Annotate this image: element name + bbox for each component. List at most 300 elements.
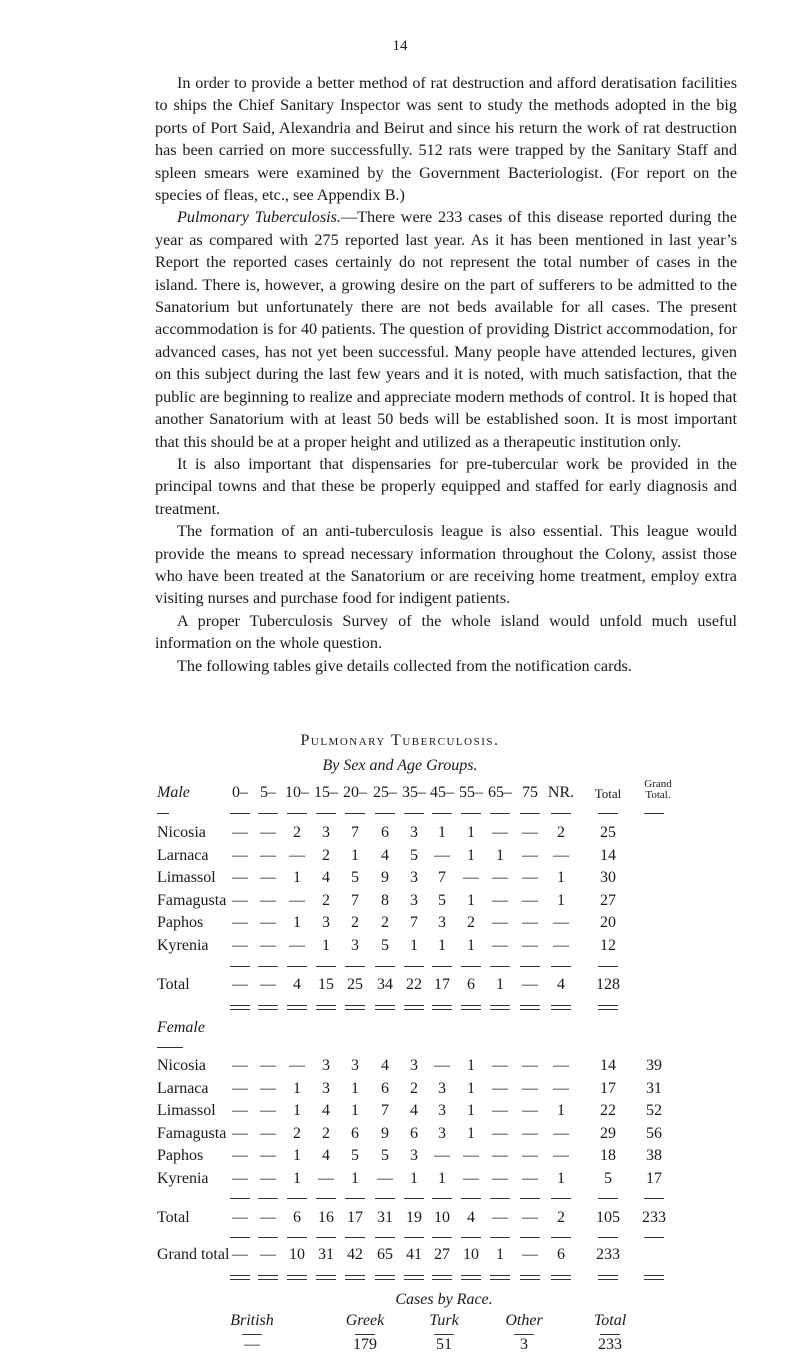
table-cell: 2 [410,1079,418,1097]
table-rule [404,1198,424,1199]
table-cell: 38 [646,1147,662,1164]
table-cell: — [232,1124,248,1142]
table-cell: — [232,914,248,931]
race-value: — [244,1336,260,1353]
table-rule [287,1275,307,1280]
table-cell: 25 [347,976,363,993]
table-cell: 3 [410,891,418,909]
column-header: 15– [314,784,338,801]
table-cell: — [232,976,248,993]
table-cell: — [232,1057,248,1074]
table-cell: 30 [600,869,616,886]
table-cell: 1 [293,1169,301,1187]
table-cell: — [232,891,248,909]
table-cell: 34 [377,976,393,993]
table-cell: — [522,1102,538,1119]
paragraph-dispensaries: It is also important that dispensaries for pre-tubercular work be provided in the principal towns and that these be properly equipped and staffed for early diagnosis and treatment. [155,454,737,518]
section-lead: Pulmonary Tuberculosis. [177,208,341,227]
table-cell: 65 [377,1246,393,1263]
table-cell: 10 [463,1246,479,1263]
table-cell: 5 [604,1169,612,1187]
table-cell: — [522,936,538,954]
table-cell: 41 [406,1246,422,1263]
table-rule [432,1237,452,1238]
table-cell: 1 [410,1169,418,1187]
race-header: Greek [345,1312,385,1329]
table-cell: — [232,1079,248,1097]
table-rule [520,813,540,814]
table-rule [230,1198,250,1199]
table-cell: — [553,1057,569,1074]
table-cell: 7 [351,891,359,909]
table-cell: 6 [381,824,389,841]
table-rule [157,1047,183,1048]
table-cell: 3 [322,1057,330,1074]
table-cell: 1 [467,891,475,909]
page-number: 14 [392,38,408,54]
table-cell: 5 [438,891,446,909]
table-cell: 1 [467,1079,475,1097]
table-cell: 3 [410,1057,418,1074]
table-cell: 3 [351,936,359,954]
table-rule [490,813,510,814]
table-cell: — [463,1169,479,1187]
table-cell: — [260,914,276,931]
table-cell: 3 [410,1147,418,1164]
table-cell: — [553,846,569,864]
table-rule [404,813,424,814]
table-rule [316,1237,336,1238]
column-header-total: Total [594,786,622,801]
table-cell: 15 [318,976,334,993]
column-header: 25– [373,784,397,801]
table-rule [432,813,452,814]
table-rule [316,1275,336,1280]
table-cell: 6 [381,1079,389,1097]
district-label: Famagusta [157,1124,227,1142]
table-cell: 6 [467,976,475,993]
column-header: 20– [343,784,367,801]
table-cell: 2 [322,846,330,864]
table-cell: — [289,936,305,954]
table-cell: — [232,846,248,864]
table-rule [461,1275,481,1280]
table-cell: 7 [410,914,418,931]
table-cell: 1 [557,1169,565,1187]
race-value: 3 [520,1336,528,1353]
district-label: Kyrenia [157,1169,209,1187]
table-cell: 1 [293,1102,301,1119]
table-cell: 1 [322,936,330,954]
table-cell: — [260,1169,276,1187]
table-cell: — [522,1057,538,1074]
table-rule [490,1275,510,1280]
table-cell: — [260,1124,276,1142]
table-cell: 2 [293,824,301,841]
table-cell: — [232,1169,248,1187]
table-cell: 4 [381,1057,389,1074]
table-cell: 5 [381,1147,389,1164]
table-rule [461,1005,481,1010]
table-cell: — [232,1102,248,1119]
table-cell: 1 [351,846,359,864]
table-cell: 8 [381,891,389,909]
column-header: 0– [232,784,248,801]
table-cell: — [522,976,538,993]
table-rule [316,813,336,814]
table-rule [157,813,169,814]
table-cell: — [260,1102,276,1119]
table-cell: 105 [596,1209,620,1226]
table-cell: — [522,1246,538,1263]
table-cell: 14 [600,846,616,864]
race-header: Turk [429,1312,459,1329]
table-subtitle: By Sex and Age Groups. [322,757,478,774]
table-cell: — [492,1102,508,1119]
column-header: NR. [547,784,575,801]
table-cell: — [492,1209,508,1226]
table-cell: — [522,1169,538,1187]
table-cell: 1 [293,914,301,931]
table-cell: — [553,914,569,931]
table-cell: 14 [600,1057,616,1074]
table-rule [461,813,481,814]
table-cell: — [522,1124,538,1142]
table-rule [316,1005,336,1010]
table-rule [598,1237,618,1238]
table-rule [375,1005,395,1010]
column-header: 45– [430,784,454,801]
table-cell: 3 [410,824,418,841]
table-cell: — [232,824,248,841]
table-cell: 3 [438,914,446,931]
table-cell: 1 [467,1057,475,1074]
table-cell: 4 [410,1102,418,1119]
table-cell: 2 [322,891,330,909]
paragraph-rat-destruction: In order to provide a better method of rat destruction and afford deratisation facilities to ships the Chief Sanitary Inspector was sent to study the methods adopted in the big ports of Port Said, Alexandria and Beirut and since his return the work of rat destruction has been carried on more successfully. 512 rats were trapped by the Sanitary Staff and spleen smears were examined by the Government Bacteriologist. (For report on the species of fleas, etc., see Appendix B.) [155,74,737,205]
table-rule [375,813,395,814]
table-cell: — [492,891,508,909]
race-value: 233 [598,1336,622,1353]
table-rule [345,1237,365,1238]
table-cell: 1 [410,936,418,954]
table-cell: 10 [289,1246,305,1263]
table-cell: 1 [496,1246,504,1263]
table-cell: 17 [347,1209,363,1226]
table-cell: — [522,914,538,931]
table-rule [520,966,540,967]
table-cell: 128 [596,976,620,993]
district-label: Larnaca [157,846,209,864]
table-rule [230,966,250,967]
table-cell: — [553,1147,569,1164]
table-cell: 1 [438,936,446,954]
table-cell: — [260,1209,276,1226]
table-cell: 4 [293,976,301,993]
table-cell: — [492,914,508,931]
table-cell: 1 [351,1102,359,1119]
table-rule [355,1334,375,1335]
table-cell: 10 [434,1209,450,1226]
paragraph-survey: A proper Tuberculosis Survey of the whole island would unfold much useful information on the whole question. [155,611,737,653]
table-cell: 6 [557,1246,565,1263]
table-cell: — [492,936,508,954]
table-rule [600,1334,620,1335]
district-label: Nicosia [157,1057,206,1074]
table-rule [551,966,571,967]
table-cell: 3 [322,1079,330,1097]
race-value: 51 [436,1336,452,1353]
table-cell: 56 [646,1124,662,1142]
table-cell: — [232,1246,248,1263]
table-cell: 9 [381,869,389,886]
table-rule [404,1237,424,1238]
table-cell: — [260,1057,276,1074]
table-rule [432,1005,452,1010]
table-cell: 20 [600,914,616,931]
table-cell: 2 [293,1124,301,1142]
table-cell: — [492,869,508,886]
table-cell: 7 [351,824,359,841]
table-cell: — [522,824,538,841]
table-cell: 5 [381,936,389,954]
table-cell: 12 [600,936,616,954]
table-rule [404,1005,424,1010]
table-cell: 233 [596,1246,620,1263]
table-rule [258,813,278,814]
table-cell: 22 [600,1102,616,1119]
table-rule [598,1198,618,1199]
table-cell: 2 [557,1209,565,1226]
table-rule [345,1005,365,1010]
table-cell: 52 [646,1102,662,1119]
table-cell: — [553,1124,569,1142]
table-cell: 1 [467,936,475,954]
table-rule [598,1275,618,1280]
table-cell: 3 [351,1057,359,1074]
table-cell: — [377,1169,393,1187]
table-rule [434,1334,454,1335]
table-cell: — [232,1209,248,1226]
table-cell: 2 [351,914,359,931]
table-rule [230,1275,250,1280]
table-rule [514,1334,534,1335]
table-rule [258,1005,278,1010]
table-cell: — [522,1209,538,1226]
table-cell: 1 [351,1169,359,1187]
table-rule [345,1275,365,1280]
table-cell: 3 [322,824,330,841]
table-cell: 3 [438,1124,446,1142]
table-cell: 4 [322,1147,330,1164]
table-cell: — [434,846,450,864]
table-rule [230,1237,250,1238]
table-rule [598,1005,618,1010]
table-cell: 4 [322,869,330,886]
district-label: Famagusta [157,891,227,909]
table-cell: 1 [496,976,504,993]
table-rule [404,966,424,967]
table-cell: — [492,1124,508,1142]
table-rule [551,1275,571,1280]
table-cell: — [232,1147,248,1164]
table-rule [520,1275,540,1280]
district-label: Limassol [157,869,216,886]
table-cell: 9 [381,1124,389,1142]
table-rule [598,966,618,967]
table-cell: 1 [557,891,565,909]
table-cell: 5 [351,1147,359,1164]
table-cell: 39 [646,1057,662,1074]
table-cell: 17 [646,1169,662,1187]
table-cell: — [260,1079,276,1097]
table-cell: 6 [351,1124,359,1142]
table-cell: 3 [438,1102,446,1119]
table-rule [644,813,664,814]
table-rule [551,1237,571,1238]
table-cell: 2 [322,1124,330,1142]
table-cell: — [522,846,538,864]
table-cell: 1 [496,846,504,864]
table-cell: — [289,1057,305,1074]
table-title: Pulmonary Tuberculosis. [300,732,500,749]
table-cell: 1 [438,1169,446,1187]
table-rule [242,1334,262,1335]
male-label: Male [157,784,190,801]
table-rule [258,966,278,967]
table-cell: 3 [410,869,418,886]
table-rule [461,1198,481,1199]
table-cell: 5 [410,846,418,864]
table-cell: 31 [318,1246,334,1263]
table-rule [375,1275,395,1280]
table-cell: 233 [642,1209,666,1226]
table-cell: 18 [600,1147,616,1164]
table-rule [230,813,250,814]
table-rule [230,1005,250,1010]
table-cell: — [260,891,276,909]
table-rule [520,1005,540,1010]
table-cell: 4 [557,976,565,993]
table-cell: 7 [381,1102,389,1119]
table-cell: 1 [293,869,301,886]
table-cell: 5 [351,869,359,886]
table-rule [375,1198,395,1199]
table-rule [520,1237,540,1238]
table-cell: — [492,824,508,841]
table-cell: — [232,936,248,954]
table-cell: 1 [467,1102,475,1119]
table-rule [287,813,307,814]
table-cell: — [232,869,248,886]
table-cell: — [260,824,276,841]
table-rule [316,1198,336,1199]
table-cell: 27 [600,891,616,909]
table-rule [345,966,365,967]
table-cell: 2 [381,914,389,931]
table-cell: — [553,936,569,954]
paragraph-league: The formation of an anti-tuberculosis league is also essential. This league would provide the means to spread necessary information throughout the Colony, assist those who have been treated at the Sanatorium or are receiving home treatment, employ extra visiting nurses and purchase food for indigent patients. [155,522,737,608]
table-cell: — [318,1169,334,1187]
table-rule [644,1275,664,1280]
table-cell: 25 [600,824,616,841]
table-cell: 1 [351,1079,359,1097]
table-cell: — [260,976,276,993]
table-rule [461,1237,481,1238]
table-cell: 2 [467,914,475,931]
table-rule [520,1198,540,1199]
paragraph-pulmonary-tb: Pulmonary Tuberculosis.—There were 233 cases of this disease reported during the year as compared with 275 reported last year. As it has been mentioned in last year’s Report the reported cases certainly do not represent the total number of cases in the island. There is, however, a growing desire on the part of sufferers to be admitted to the Sanatorium but unfortunately there are not beds available for all cases. The present accommodation is for 40 patients. The question of providing District accommodation, for advanced cases, has not yet been successful. Many people have attended lectures, given on this subject during the last few years and it is noted, with much satisfaction, that the public are beginning to realize and appreciate modern methods of control. It is hoped that another Sanatorium with at least 50 beds will be established soon. It is most important that this should be at a proper height and utilized as a therapeutic institution only. [155,208,737,451]
grand-total-label: Grand total [157,1246,230,1263]
table-rule [432,1198,452,1199]
race-header: Total [593,1312,627,1329]
table-cell: — [492,1169,508,1187]
table-cell: 31 [377,1209,393,1226]
table-cell: 1 [467,846,475,864]
table-cell: 3 [438,1079,446,1097]
table-cell: 1 [293,1079,301,1097]
table-cell: — [260,1147,276,1164]
table-cell: — [463,1147,479,1164]
table-rule [461,966,481,967]
table-cell: 4 [381,846,389,864]
table-cell: — [553,1079,569,1097]
table-cell: 6 [293,1209,301,1226]
table-rule [551,813,571,814]
table-cell: 1 [438,824,446,841]
column-header: 10– [285,784,309,801]
table-cell: 4 [322,1102,330,1119]
district-label: Kyrenia [157,936,209,954]
table-cell: 6 [410,1124,418,1142]
table-rule [287,1198,307,1199]
paragraph-tables-intro: The following tables give details collected from the notification cards. [177,656,632,675]
table-cell: 31 [646,1079,662,1097]
table-rule [432,966,452,967]
table-rule [598,813,618,814]
table-cell: 22 [406,976,422,993]
table-rule [490,1005,510,1010]
table-cell: — [260,869,276,886]
table-cell: 27 [434,1246,450,1263]
table-cell: 17 [600,1079,616,1097]
table-cell: 1 [467,824,475,841]
column-header: 55– [459,784,483,801]
table-cell: — [492,1057,508,1074]
table-cell: — [260,1246,276,1263]
female-label: Female [157,1019,205,1036]
table-cell: — [463,869,479,886]
table-cell: 19 [406,1209,422,1226]
table-cell: — [434,1057,450,1074]
table-cell: — [434,1147,450,1164]
female-total-label: Total [157,1209,190,1226]
table-cell: 29 [600,1124,616,1142]
table-rule [316,966,336,967]
table-cell: 2 [557,824,565,841]
district-label: Paphos [157,1147,204,1164]
table-rule [258,1275,278,1280]
table-cell: 17 [434,976,450,993]
district-label: Larnaca [157,1079,209,1097]
race-header: British [230,1312,274,1329]
table-cell: — [289,891,305,909]
table-rule [490,1198,510,1199]
table-cell: 4 [467,1209,475,1226]
table-rule [644,1237,664,1238]
table-cell: 42 [347,1246,363,1263]
table-cell: 7 [438,869,446,886]
